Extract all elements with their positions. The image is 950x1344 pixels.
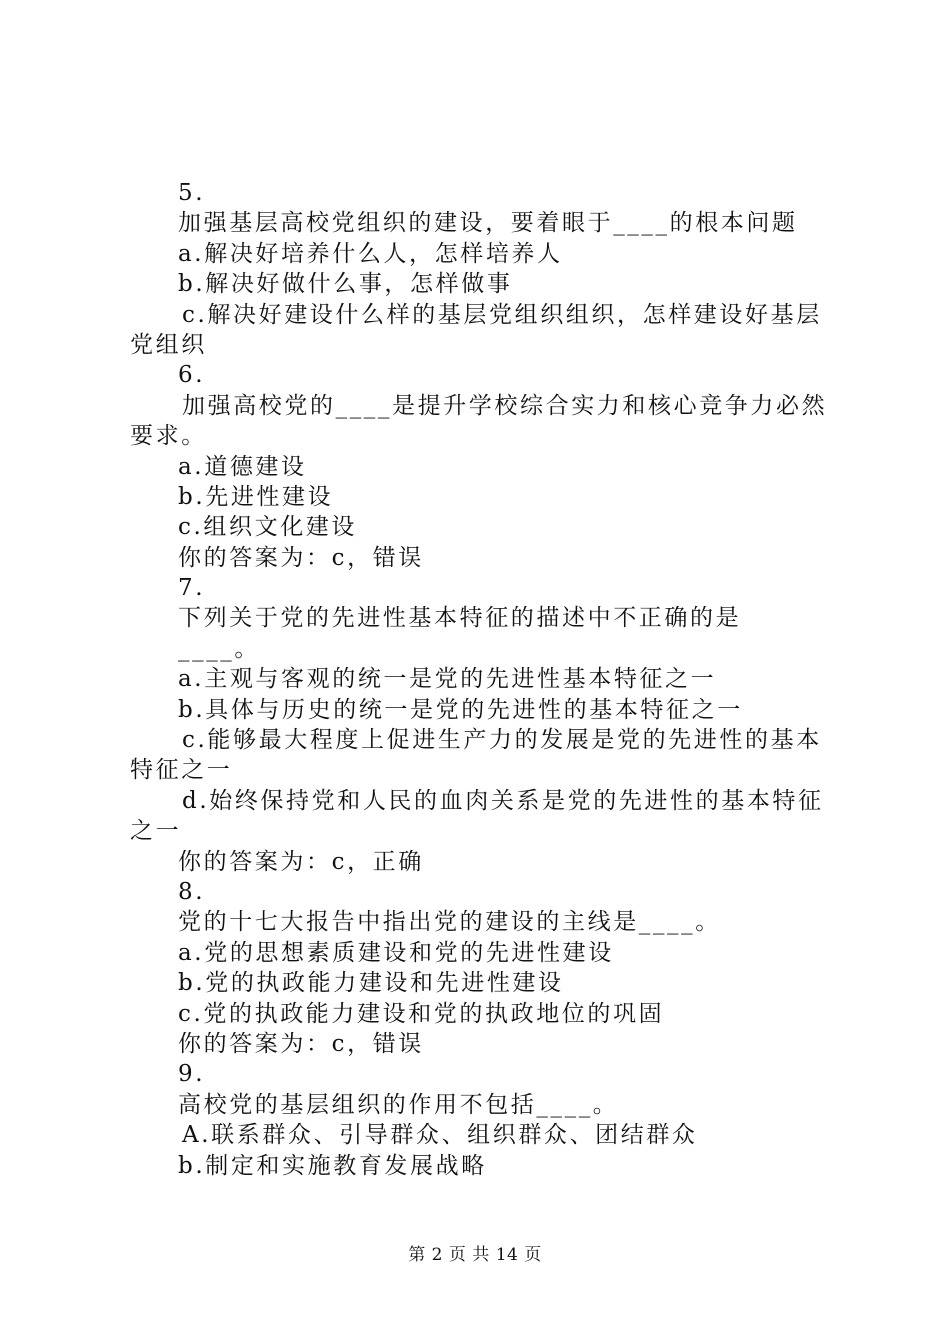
answer-option: a.道德建设	[178, 453, 307, 480]
question-text-continued: 要求。	[130, 423, 207, 450]
answer-option: c.解决好建设什么样的基层党组织组织，怎样建设好基层	[182, 301, 822, 328]
question-number: 5.	[178, 180, 206, 206]
your-answer: 你的答案为：c，错误	[178, 544, 424, 571]
question-text: 党的十七大报告中指出党的建设的主线是____。	[178, 909, 721, 936]
question-text: 加强高校党的____是提升学校综合实力和核心竞争力必然	[182, 392, 828, 419]
question-number: 8.	[178, 878, 206, 905]
answer-option-continued: 党组织	[130, 331, 207, 358]
document-body	[0, 178, 950, 1181]
answer-option: b.党的执政能力建设和先进性建设	[178, 970, 564, 997]
answer-option: A.联系群众、引导群众、组织群众、团结群众	[182, 1122, 698, 1149]
answer-option: c.党的执政能力建设和党的执政地位的巩固	[178, 1000, 665, 1027]
page-footer: 第 2 页 共 14 页	[408, 1245, 542, 1265]
answer-option-continued: 特征之一	[130, 757, 233, 784]
answer-option: c.组织文化建设	[178, 514, 357, 541]
answer-option: d.始终保持党和人民的血肉关系是党的先进性的基本特征	[182, 787, 824, 814]
your-answer: 你的答案为：c，正确	[178, 848, 424, 875]
your-answer: 你的答案为：c，错误	[178, 1030, 424, 1057]
answer-option-continued: 之一	[130, 818, 182, 845]
answer-option: b.制定和实施教育发展战略	[178, 1152, 487, 1179]
question-text: 高校党的基层组织的作用不包括____。	[178, 1091, 619, 1118]
question-text: 下列关于党的先进性基本特征的描述中不正确的是	[178, 605, 742, 632]
answer-option: b.具体与历史的统一是党的先进性的基本特征之一	[178, 696, 743, 723]
question-text-continued: ____。	[178, 635, 260, 662]
answer-option: b.先进性建设	[178, 483, 334, 510]
question-number: 6.	[178, 362, 206, 389]
answer-option: a.党的思想素质建设和党的先进性建设	[178, 939, 614, 966]
question-number: 9.	[178, 1061, 206, 1088]
answer-option: a.解决好培养什么人，怎样培养人	[178, 240, 563, 267]
question-number: 7.	[178, 575, 206, 602]
answer-option: c.能够最大程度上促进生产力的发展是党的先进性的基本	[182, 727, 822, 754]
answer-option: a.主观与客观的统一是党的先进性基本特征之一	[178, 666, 717, 693]
answer-option: b.解决好做什么事，怎样做事	[178, 271, 513, 298]
question-text: 加强基层高校党组织的建设，要着眼于____的根本问题	[178, 210, 798, 237]
